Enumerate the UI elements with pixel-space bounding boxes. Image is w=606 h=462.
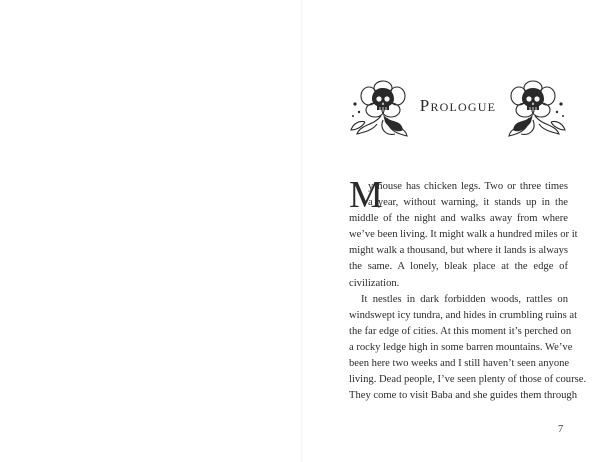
text-line: It nestles in dark forbidden woods, rattles on (361, 293, 568, 305)
book-spine-shadow (301, 0, 303, 462)
text-line: might walk a thousand, but where it lands is always (349, 245, 568, 257)
drop-cap: M (349, 174, 383, 216)
chapter-title: Prologue (419, 96, 497, 115)
text-line: we’ve been living. It might walk a hundred miles or it (349, 229, 578, 241)
page-number: 7 (558, 424, 564, 435)
text-line: living. Dead people, I’ve seen plenty of those of course. (349, 374, 587, 386)
text-line: a rocky ledge high in some barren mountains. We’ve (349, 341, 573, 353)
paragraph-1 (349, 174, 578, 292)
paragraph-2 (349, 292, 587, 405)
text-line: windswept icy tundra, and hides in crumbling ruins at (349, 309, 578, 321)
text-line: the far edge of cities. At this moment it’s perched on (349, 325, 572, 337)
text-line: a year, without warning, it stands up in the (368, 197, 568, 209)
chapter-header (343, 74, 573, 144)
text-line: been here two weeks and I still haven’t seen anyone (349, 358, 570, 370)
text-line: middle of the night and walks away from where (349, 213, 568, 225)
chapter-body (349, 174, 587, 404)
text-line: the same. A lonely, bleak place at the edge of (349, 261, 568, 273)
skull-flower-ornament-icon (501, 74, 573, 144)
text-line: y house has chicken legs. Two or three times (368, 181, 568, 192)
text-line: civilization. (349, 277, 400, 289)
text-line: They come to visit Baba and she guides them through (349, 390, 578, 402)
